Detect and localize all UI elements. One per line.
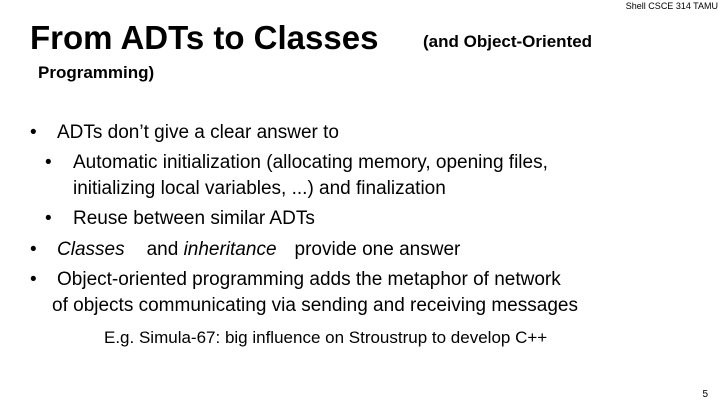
term-classes: Classes [57, 239, 125, 260]
subbullet-initialization-line2: initializing local variables, ...) and finalization [73, 178, 446, 199]
subbullet-reuse: Reuse between similar ADTs [73, 208, 315, 229]
subbullet-initialization-line1: Automatic initialization (allocating memory, opening files, [73, 152, 548, 173]
bullet-classes-inheritance [57, 238, 460, 262]
bullet-marker: • [45, 208, 52, 229]
bullet-oop-line1: Object-oriented programming adds the metaphor of network [57, 269, 561, 290]
word-and: and [146, 239, 179, 260]
bullet-marker: • [45, 152, 52, 173]
bullet-oop-line2: of objects communicating via sending and receiving messages [52, 295, 578, 316]
page-number: 5 [702, 389, 708, 400]
bullet-classes-rest: provide one answer [294, 239, 461, 260]
bullet-adts-answer: ADTs don’t give a clear answer to [57, 122, 339, 143]
slide-subtitle-line1: (and Object-Oriented [423, 32, 593, 51]
slide-subtitle-line2: Programming) [38, 63, 155, 82]
header-note: Shell CSCE 314 TAMU [625, 1, 718, 11]
term-inheritance: inheritance [183, 239, 277, 260]
bullet-marker: • [30, 269, 37, 290]
bullet-marker: • [30, 239, 37, 260]
example-simula: E.g. Simula-67: big influence on Stroustrup to develop C++ [104, 328, 548, 347]
bullet-marker: • [30, 122, 37, 143]
slide-title: From ADTs to Classes [30, 19, 379, 56]
